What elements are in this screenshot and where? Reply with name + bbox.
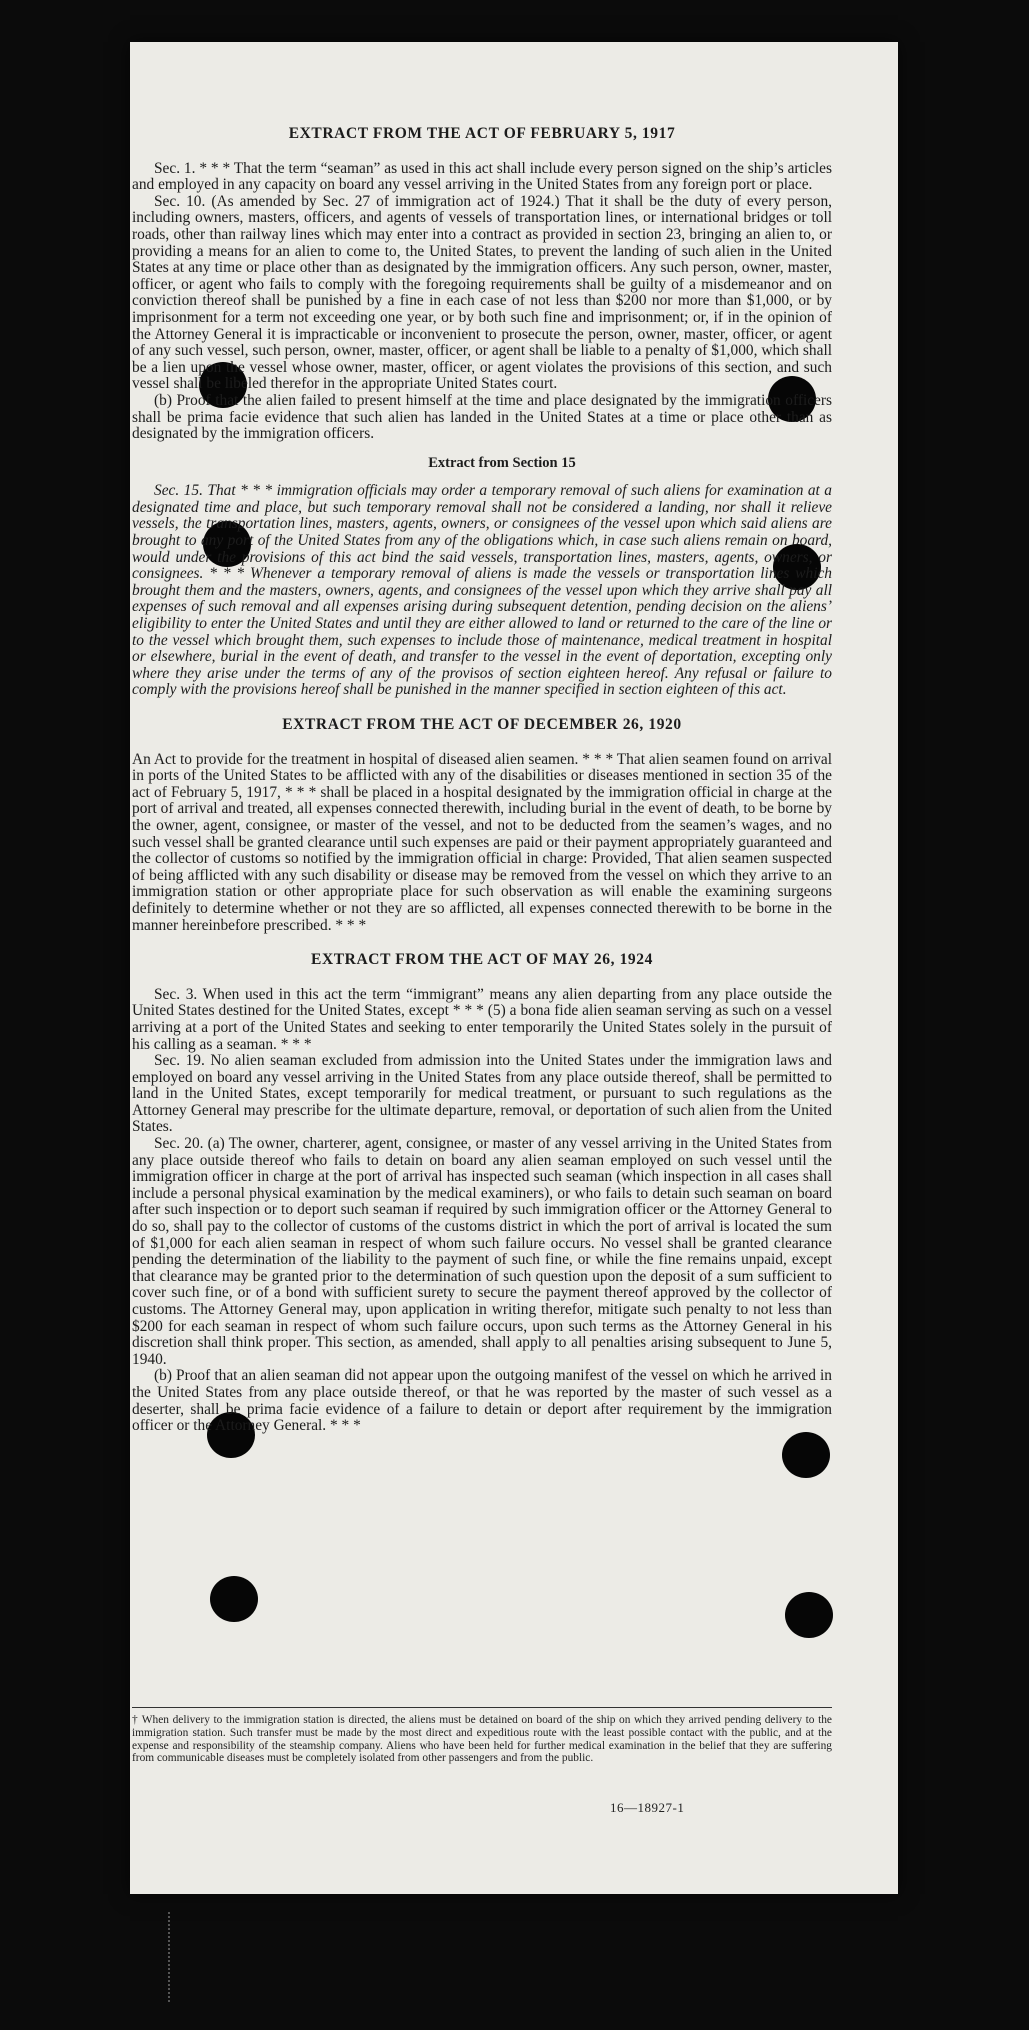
punch-hole (210, 1576, 258, 1622)
paragraph: Sec. 19. No alien seaman excluded from admission into the United States under the immigration laws and employed on board any vessel arriving in the United States from any place outside thereof, shall be permitted to land in the United States, except temporarily for medical treatment, or pursuant to such regulations as the Attorney General may prescribe for the ultimate departure, removal, or deportation of such alien from the United States. (132, 1052, 832, 1136)
act-1924-section (132, 952, 832, 1435)
section-heading: EXTRACT FROM THE ACT OF DECEMBER 26, 1920 (282, 716, 682, 733)
section-heading: EXTRACT FROM THE ACT OF MAY 26, 1924 (311, 951, 653, 969)
paragraph: Sec. 1. * * * That the term “seaman” as used in this act shall include every person signed on the ship’s articles and employed in any capacity on board any vessel arriving in the United States from any foreign port or place. (132, 159, 832, 194)
form-number: 16—18927-1 (610, 1800, 685, 1815)
paragraph: (b) Proof that an alien seaman did not appear upon the outgoing manifest of the vessel on which he arrived in the United States from any place outside thereof, or that he was reported by the master of such vessel as a deserter, shall be prima facie evidence of a failure to detain or deport after requirement by the immigration officer or the Attorney General. * * * (132, 1367, 832, 1435)
paragraph: Sec. 10. (As amended by Sec. 27 of immigration act of 1924.) That it shall be the duty of every person, including owners, masters, officers, and agents of vessels of transportation lines, or international bridges or toll roads, other than railway lines which may enter into a contract as provided in section 23, bringing an alien to, or providing a means for an alien to come to, the United States, to prevent the landing of such alien in the United States at any time or place other than as designated by the immigration officers. Any such person, owner, master, officer, or agent who fails to comply with the foregoing requirements shall be guilty of a misdemeanor and on conviction thereof shall be punished by a fine in each case of not less than $200 nor more than $1,000, or by imprisonment for a term not exceeding one year, or by both such fine and imprisonment; or, if in the opinion of the Attorney General it is impracticable or inconvenient to prosecute the person, owner, master, officer, or agent of any such vessel, such person, owner, master, officer, or agent shall be liable to a penalty of $1,000, which shall be a lien upon the vessel whose owner, master, officer, or agent violates the provisions of this section, and such vessel shall be libeled therefor in the appropriate United States court. (132, 192, 832, 393)
section-subheading: Extract from Section 15 (428, 454, 576, 471)
paragraph: Sec. 20. (a) The owner, charterer, agent, consignee, or master of any vessel arriving in the United States from any place outside thereof who fails to detain on board any alien seaman employed on such vessel until the immigration officer in charge at the port of arrival has inspected such seaman (which inspection in all cases shall include a personal physical examination by the medical examiners), or who fails to detain such seaman on board after such inspection or to deport such seaman if required by such immigration officer or the Attorney General to do so, shall pay to the collector of customs of the customs district in which the port of arrival is located the sum of $1,000 for each alien seaman in respect of whom such failure occurs. No vessel shall be granted clearance pending the determination of the liability to the payment of such fine, or while the fine remains unpaid, except that clearance may be granted prior to the determination of such question upon the deposit of a sum sufficient to cover such fine, or of a bond with sufficient surety to secure the payment thereof approved by the collector of customs. The Attorney General may, upon application in writing therefor, mitigate such penalty to not less than $200 for each seaman in respect of whom such failure occurs, upon such terms as the Attorney General in his discretion shall think proper. This section, as amended, shall apply to all penalties arising subsequent to June 5, 1940. (132, 1135, 832, 1368)
film-edge-mark (168, 1912, 180, 2002)
italic-block (132, 483, 832, 699)
paragraph: An Act to provide for the treatment in hospital of diseased alien seamen. * * * That alien seamen found on arrival in ports of the United States to be afflicted with any of the disabilities or diseases mentioned in section 35 of the act of February 5, 1917, * * * shall be placed in a hospital designated by the immigration official in charge at the port of arrival and treated, all expenses connected therewith, including burial in the event of death, to be borne by the owner, agent, consignee, or master of the vessel, and not to be deducted from the seamen’s wages, and no such vessel shall be granted clearance until such expenses are paid or their payment appropriately guaranteed and the collector of customs so notified by the immigration official in charge: Provided, That alien seamen suspected of being afflicted with any such disability or disease may be removed from the vessel on which they arrive to an immigration station or other appropriate place for such observation as will enable the examining surgeons definitely to determine whether or not they are so afflicted, all expenses connected therewith to be borne in the manner hereinbefore prescribed. * * * (132, 750, 832, 934)
footnote: † When delivery to the immigration station is directed, the aliens must be detained on board of the ship on which they arrived pending delivery to the immigration station. Such transfer must be made by the most direct and expeditious route with the least possible contact with the public, and at the expense and responsibility of the steamship company. Aliens who have been held for further medical examination in the belief that they are suffering from communicable diseases must be completely isolated from other passengers and from the public. (132, 1707, 832, 1765)
section-heading: EXTRACT FROM THE ACT OF FEBRUARY 5, 1917 (288, 125, 676, 142)
act-1917-section (132, 126, 832, 699)
paragraph: (b) Proof that the alien failed to present himself at the time and place designated by the immigration officers shall be prima facie evidence that such alien has landed in the United States at a time or place other than as designated by the immigration officers. (132, 391, 832, 443)
punch-hole (785, 1592, 833, 1638)
paragraph: Sec. 15. That * * * immigration officials may order a temporary removal of such aliens for examination at a designated time and place, but such temporary removal shall not be considered a landing, nor shall it relieve vessels, the transportation lines, masters, agents, owners, or consignees of the vessel upon which said aliens are brought to any port of the United States from any of the obligations which, in case such aliens remain on board, would under the provisions of this act bind the said vessels, transportation lines, masters, agents, owners, or consignees. * * * Whenever a temporary removal of aliens is made the vessels or transportation lines which brought them and the masters, owners, agents, and consignees of the vessel upon which they arrive shall pay all expenses of such removal and all expenses arising during subsequent detention, pending decision on the aliens’ eligibility to enter the United States and until they are either allowed to land or returned to the care of the line or to the vessel which brought them, such expenses to include those of maintenance, medical treatment in hospital or elsewhere, burial in the event of death, and transfer to the vessel in the event of deportation, excepting only where they arise under the terms of any of the provisos of section eighteen hereof. Any refusal or failure to comply with the provisions hereof shall be punished in the manner specified in section eighteen of this act. (132, 482, 832, 699)
punch-hole (782, 1432, 830, 1478)
paragraph: Sec. 3. When used in this act the term “immigrant” means any alien departing from any place outside the United States destined for the United States, except * * * (5) a bona fide alien seaman serving as such on a vessel arriving at a port of the United States and seeking to enter temporarily the United States solely in the pursuit of his calling as a seaman. * * * (132, 985, 832, 1053)
act-1920-section (132, 717, 832, 934)
document-body (132, 126, 832, 1435)
